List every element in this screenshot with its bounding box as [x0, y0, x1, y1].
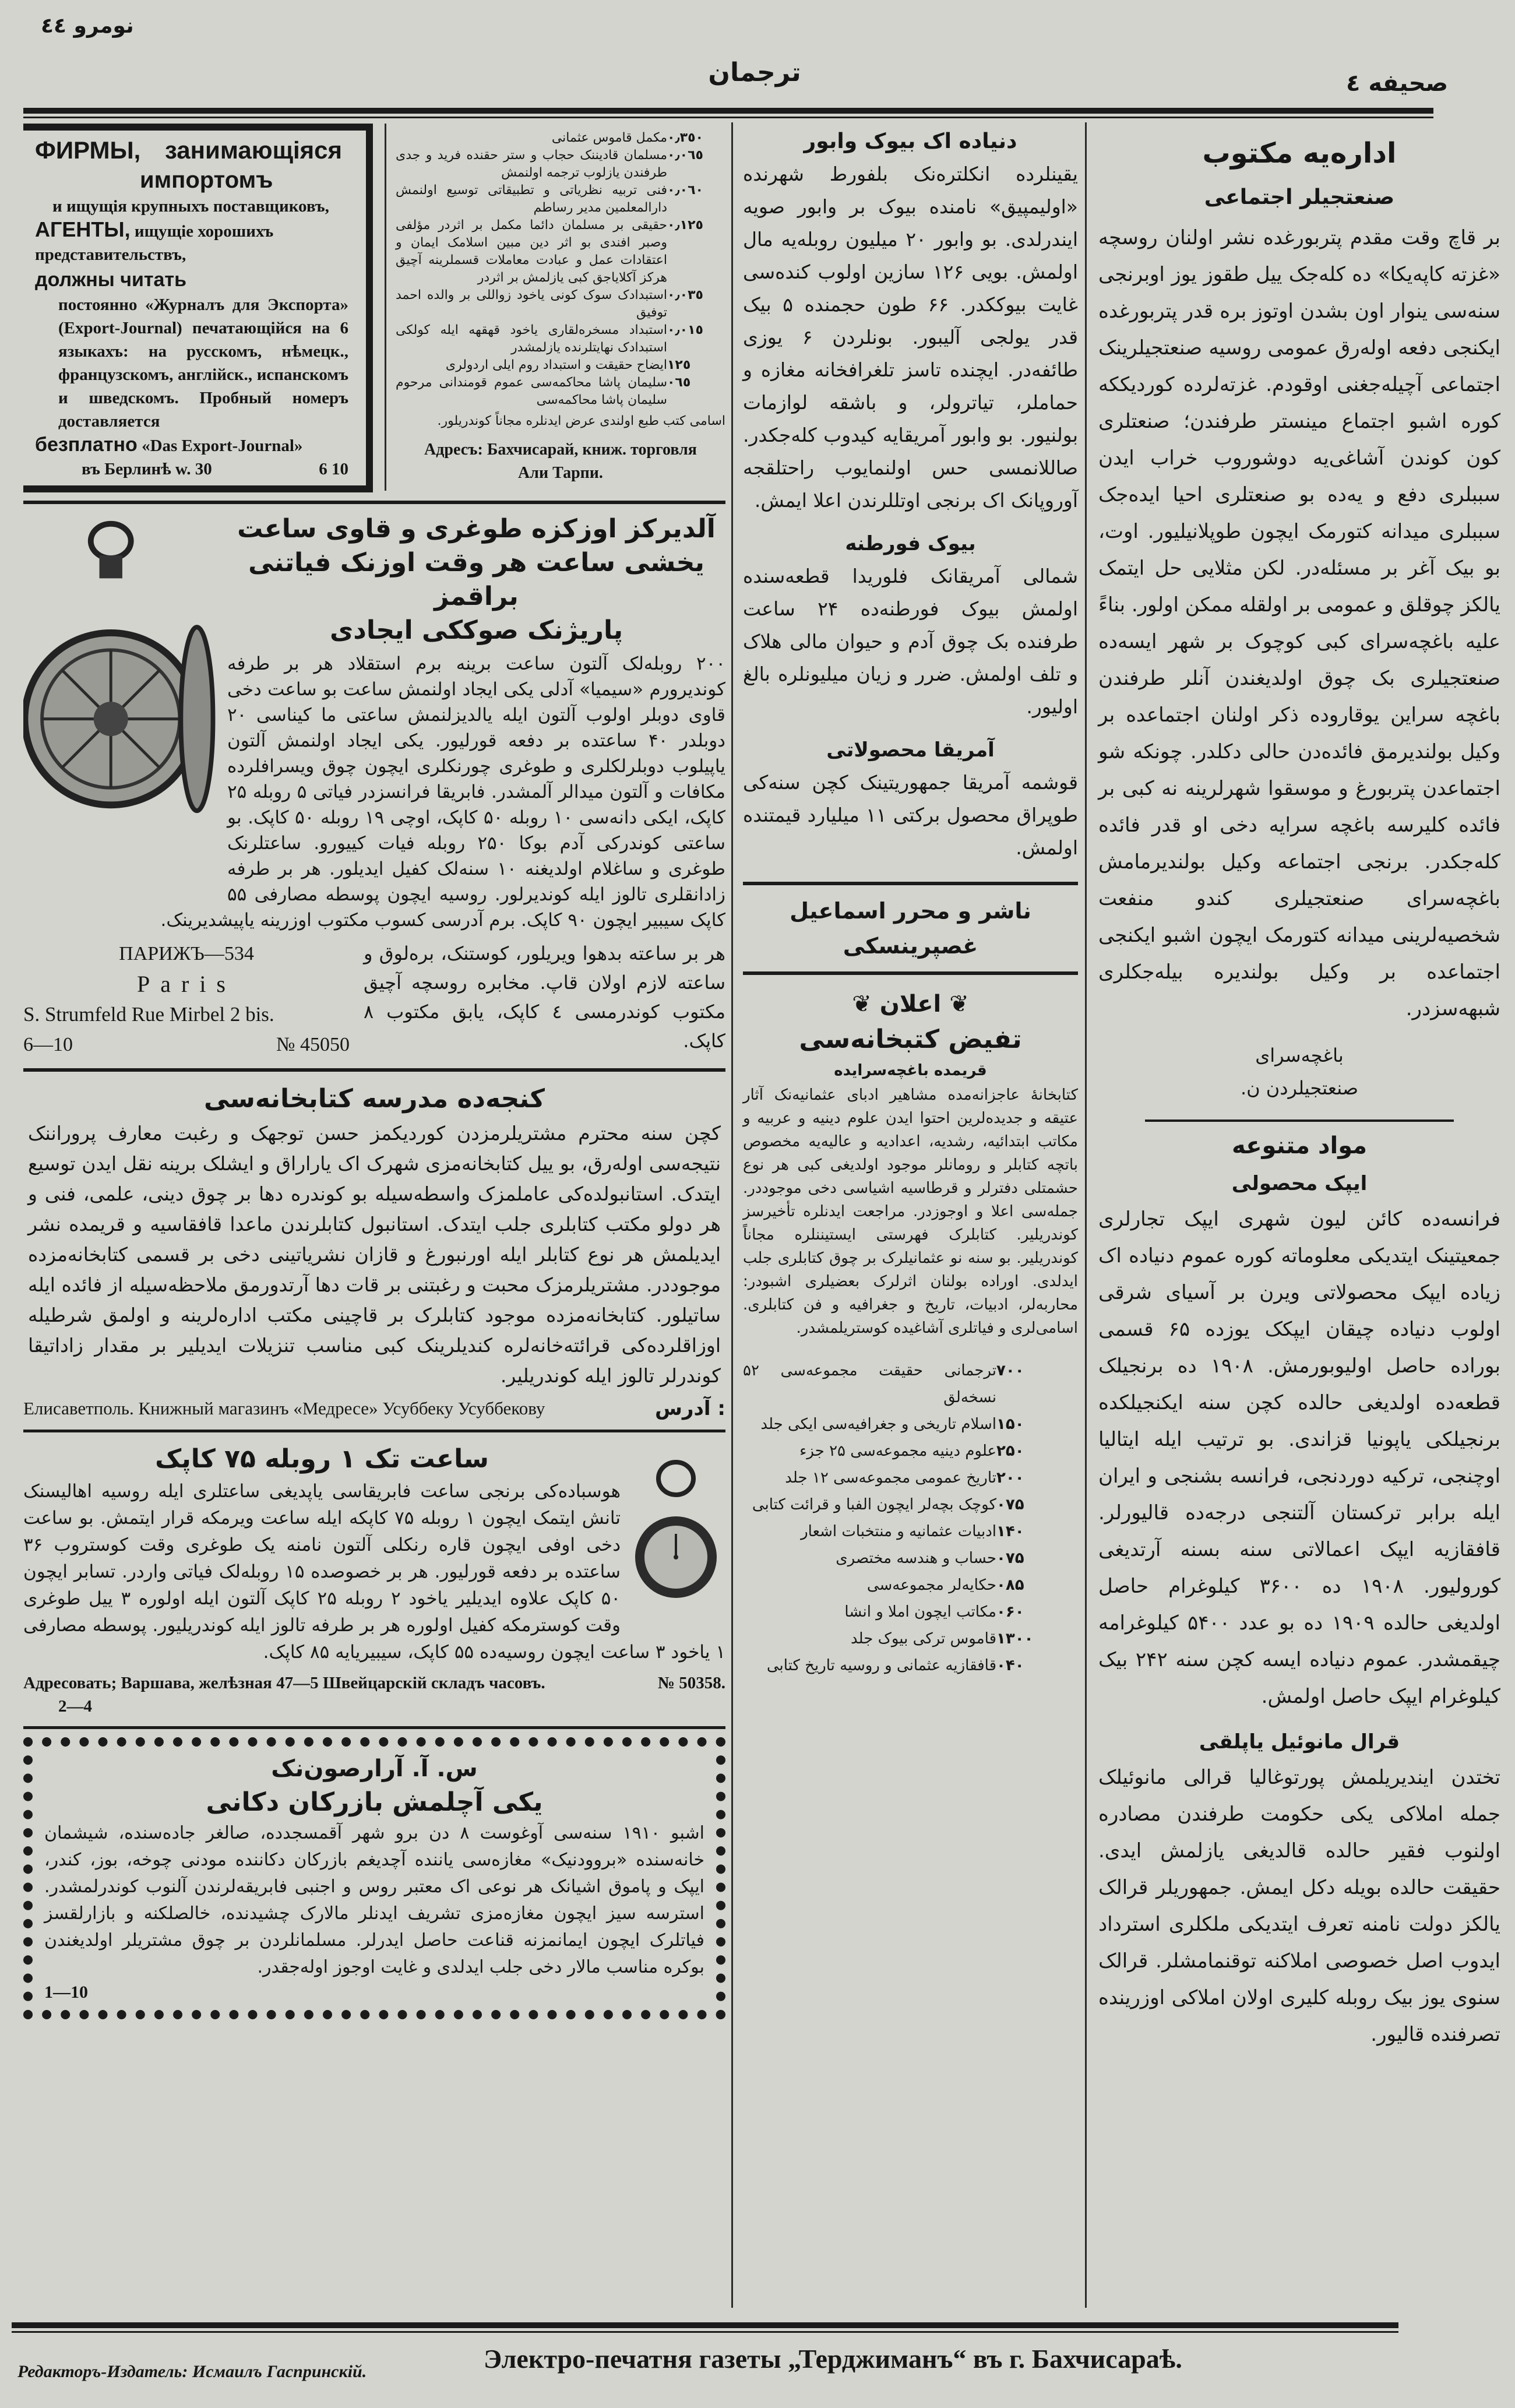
price-item-title: علوم دینیه مجموعه‌سی ۲۵ جزء [799, 1442, 996, 1460]
export-ad-journal-name: «Das Export-Journal» [142, 436, 303, 455]
price-item-price: ٠٫٣٥٠ [667, 131, 703, 145]
top-ads-row [23, 124, 725, 492]
right-column [1098, 131, 1500, 2053]
export-ad-must-read: должны читать [35, 269, 186, 291]
price-item-title: مکمل قاموس عثمانی [551, 131, 667, 145]
watch-ad-address: S. Strumfeld Rue Mirbel 2 bis. [23, 1003, 274, 1026]
article-storm-body: شمالی آمریقانک فلوریدا قطعه‌سنده اولمش بیوک فورطنه‌ده ۲۴ ساعت طرفنده بک چوق آدم و حیوان مالی هلاک و تلف اولمش. ضرر و زیان میلیونلره بالغ اولیور. [743, 565, 1078, 718]
footer-editor: Редакторъ-Издатель: Исмаилъ Гаспринскій. [17, 2362, 367, 2381]
price-item-title: اسلام تاریخی و جغرافیه‌سی ایکی جلد [760, 1416, 996, 1433]
price-item-price: ۰۶۰ [996, 1603, 1024, 1621]
section-rule [23, 501, 725, 504]
letter-signature-place: باغچه‌سرای [1255, 1044, 1344, 1066]
price-list-row [743, 1599, 1078, 1625]
misc-section-title: مواد متنوعه [1231, 1132, 1368, 1159]
watch-ad-2-code: 2—4 [58, 1697, 92, 1716]
announcement-place: قریمده باغچه‌سرایده [834, 1062, 987, 1079]
price-item-title: قافقازیه عثمانی و روسیه تاریخ کتابی [766, 1657, 996, 1674]
book-list-address: Бахчисарай, книж. торговля [487, 441, 697, 459]
bazaar-ad-code: 1—10 [44, 1983, 88, 2002]
price-item-price: ۰۷۵ [996, 1550, 1024, 1567]
letter-title: اداره‌یه مکتوب [1202, 137, 1397, 170]
pocket-watch-icon [632, 1458, 720, 1627]
price-item-price: ۰۴۰ [996, 1657, 1024, 1674]
price-item-title: حکایه‌لر مجموعه‌سی [866, 1576, 996, 1594]
export-ad-representation: ищущіе хорошихъ представительствъ, [35, 222, 274, 264]
watch-ad-city: ПАРИЖЪ—534 [119, 943, 254, 964]
price-item-price: ٠٫٠٦٠ [667, 183, 703, 198]
price-item-price: ۰۷۵ [996, 1496, 1024, 1513]
export-ad-suppliers: и ищущія крупныхъ поставщиковъ, [52, 197, 329, 216]
export-ad-berlin: въ Берлинѣ w. 30 [82, 460, 212, 478]
watch-ad-title-1: آلدیرکز اوزکزه طوغری و قاوی ساعت [237, 514, 716, 544]
export-ad-importing: занимающіяся [164, 136, 343, 164]
price-list-row [396, 182, 725, 217]
export-journal-ad [23, 124, 373, 492]
export-ad-agents: АГЕНТЫ, [35, 217, 131, 241]
price-item-title: ترجمانی حقیقت مجموعه‌سی ۵۲ نسخه‌لق [743, 1362, 996, 1406]
bazaar-ad-body: اشبو ۱۹۱۰ سنه‌سی آوغوست ۸ دن برو شهر آقمسجدده، صالغر جاده‌سنده، شیشمان خانه‌سنده «بروودنیک» مغازه‌سی یاننده آچدیغم بازرکان دکاننده مودنی چوخه، بوز، کندر، ایپک و پاموق اشیانک هر نوعی اک معتبر روس و اجنبی فابریقه‌لرندن آلنوب کوندرلمشدر. استرسه سیز ایچون مغازه‌مزی تشریف ایدنلر مالارک چشیدنده، خالصلکنه و بازارلقسز فیاتلرک ایچون ایمانمزنە قناعت حاصل ایدرلر. مسلمانلردن بر چوق مشتریلر اولدیغندن بوکره مناسب مالار دخی جلب ایدلدی و غایت اوجوز اولەجقدر. [44, 1823, 704, 1977]
header-rule-thin [23, 117, 1433, 118]
article-america-body: قوشمه آمریقا جمهوریتینک کچن سنه‌کی طوپراق محصول برکتی ۱۱ میلیارد قیمتنده اولمش. [743, 771, 1078, 859]
price-item-price: ٠٫٠٣٥ [667, 288, 703, 302]
watch-ad-warsaw [23, 1441, 725, 1718]
issue-number: نومرو ٤٤ [41, 14, 134, 38]
letter-signature: صنعتجیلردن ن. [1240, 1077, 1359, 1099]
silk-article-body: فرانسه‌ده کائن لیون شهری ایپک تجارلری جمعیتینک ایتدیکی معلوماته کوره عموم دنیاده اک زیاده ایپک محصولاتی ویرن بر آسیای شرقی اولوب دنیاده چیقان ایپکک یوزده ۶۵ قسمی بوراده حاصل اولیوبورمش. ۱۹۰۸ ده برنجیلک قطعه‌ده اولدیغی حالده کچن سنه ایکنجیلکده برنجیلکی یاپونیا قزاندی. بو ترتیب ایله ایتالیا اوچنجی، ترکیه دوردنجی، فرانسه بشنجی و ایران ایله برابر ترکستان آلتنجی درجه‌ده قالیورلر. قافقازیه ایپک اعمالاتی سنه بسنه آرتدیغی کورولیور. ۱۹۰۸ ده ۳۶۰۰ کیلوغرام حاصل اولدیغی حالده ۱۹۰۹ ده بو عدد ۵۴۰۰ کیلوغرامه چیقمشدر. عموم دنیاده ایسه کچن سنه ۲۴۲ بیک کیلوغرام ایپک حاصل اولمش. [1098, 1207, 1501, 1708]
price-list-row [743, 1572, 1078, 1599]
price-item-price: ۰۸۵ [996, 1576, 1024, 1594]
price-item-title: مسلمان قادیننک حجاب و ستر حقنده فرید و جدی طرفندن یازلوب ترجمه اولنمش [396, 148, 667, 180]
manuel-article-body: تختدن ایندیریلمش پورتوغالیا قرالی مانوئیلک جمله املاکی یکی حکومت طرفندن مصادره اولنوب فقیر حالده قالدیغی یازلمش ایدی. حقیقت حالده بویله دکل ایمش. جمهوریلر قرالک یالکز دولت نامنه تعرف ایتدیکی ملکلری استرداد ایدوب اصل خصوصی املاکنه توقنمامشلر. قرالک سنوی یوز بیک روبله کلیری اولان املاکی اوزرینده تصرفنده قالیور. [1098, 1766, 1500, 2046]
middle-column [743, 125, 1078, 1679]
price-item-title: ادبیات عثمانیه و منتخبات اشعار [801, 1523, 996, 1540]
price-list-row [396, 357, 725, 374]
section-rule [23, 1068, 725, 1072]
price-item-price: ٠٫٠١٥ [667, 323, 703, 337]
article-storm-title: بیوک فورطنه [845, 532, 976, 555]
article-america-title: آمریقا محصولاتی [826, 738, 995, 762]
price-item-price: ۱۵۰ [996, 1416, 1024, 1433]
section-rule [23, 1430, 725, 1432]
price-item-title: قاموس ترکی بیوک جلد [851, 1630, 996, 1647]
watch-ad-2-number: № 50358. [657, 1674, 725, 1692]
price-list-row [396, 147, 725, 182]
bazaar-ad-title-2: یکی آچلمش بازرکان دکانی [206, 1787, 543, 1817]
footer-press: Электро-печатня газеты „Терджиманъ“ въ г. Бахчисараѣ. [484, 2344, 1182, 2374]
library-announcement [743, 987, 1078, 1679]
medrese-ad-address-label: آدرس : [654, 1397, 725, 1420]
publisher-line: ناشر و محرر اسماعیل غصپرینسکی [790, 898, 1031, 959]
price-item-price: ١٢٥ [667, 358, 691, 372]
medrese-ad-body: کچن سنه محترم مشتریلرمزدن کوردیکمز حسن توجهک و رغبت معارف پروراننک نتیجه‌سی اولەرق، بو ییل کتابخانه‌مزی شهرک اک یاراراق و ایشلک برینه نقل ایدن توسیع ایتدک. استانبولده‌کی عاملمزک واسطه‌سیله بو کوندره دها بر چوق دینی، علمی، فنی و هر دولو مکتب کتابلری جلب ایتدک. استانبول کتابلرندن ماعدا قافقاسیه و قریمده نشر ایدیلمش هر نوع کتابلر ایله اورنبورغ و قازان نشریاتینی دخی بر قسمی کتابخانه‌مزده موجوددر. مشتریلرمزک محبت و رغبتنی بر قات دها آرتدورمق ملاحظه‌سیله از فائده ایله ساتیلور. کتابخانه‌مزده موجود کتابلرک بر قاچینی مکتب اداره‌لرینه و اولمق شرطیله اوزاقلرده‌کی قرائته‌خانه‌لره کندیلرینک کبی مناسب تنزیلات ایدیلیر بر مقدار زاداتیقا کوندرلر تالوز ایله کوندریلیر. [28, 1122, 721, 1387]
ornament-icon: ❦ [852, 991, 880, 1018]
price-list-row [743, 1438, 1078, 1464]
price-item-title: سلیمان پاشا محاکمه‌سی عموم قومندانی مرحوم سلیمان پاشا محاکمه‌سی [396, 375, 667, 407]
price-item-price: ۱۴۰ [996, 1523, 1024, 1540]
book-list-owner: Али Тарпи. [518, 464, 603, 482]
watch-ad-title-3: پاریژنک صوککی ایجادی [329, 615, 623, 645]
footer-rule [12, 2322, 1398, 2328]
export-ad-description: постоянно «Журналъ для Экспорта» (Export-Journal) печатающійся на 6 языкахъ: на русскомъ, нѣмецк., французскомъ, англійск., испанскомъ и шведскомъ. Пробный номеръ доставляется [58, 295, 348, 431]
export-ad-free: безплатно [35, 434, 138, 456]
left-column [23, 124, 725, 2019]
watch-ad-body-2: هر بر ساعته بدهوا ویریلور، کوستنک، برەلوق و ساعته لازم اولان قاپ. مخابره روسچه آچیق مکتوب کوندرمسی ٤ کاپک، یابق مکتوب ٨ کاپک. [364, 942, 726, 1052]
price-list-row [743, 1491, 1078, 1518]
watch-ad-address-block [23, 939, 350, 1060]
publisher-rule-bottom [743, 971, 1078, 975]
watch-ad-number: № 45050 [276, 1034, 350, 1055]
export-ad-firms: ФИРМЫ, [35, 136, 141, 164]
price-item-price: ۷۰۰ [996, 1362, 1024, 1379]
page-number: صحیفه ٤ [1346, 70, 1449, 97]
footer-rule-thin [12, 2331, 1398, 2333]
price-list-row [743, 1625, 1078, 1652]
price-item-title: فنی تربیه نظریاتی و تطبیقاتی توسیع اولنمش دارالمعلمین مدیر رساطم [396, 183, 667, 215]
price-item-title: استبداد مسخره‌لقاری یاخود قهقهه ایله کولکی استبدادک نهایتلرنده یازلمشدر [396, 323, 667, 355]
book-list-address-label: Адресъ: [424, 441, 483, 459]
letter-body: بر قاچ وقت مقدم پتربورغده نشر اولنان روسچه «غزته کاپه‌یکا» ده کله‌جک ییل طقوز یوز اوبرنجی سنه‌سی ینوار اون بشدن اوتوز بره قدر پتربورغده ایکنجی دفعه اولەرق عمومی روسیه صنعتجیلرینک اجتماعی آچیله‌جغنی اوقودم. غزته‌لرده کوردیککه کوره اشبو اجتماع مینستر طرفندن؛ صنعتلری کون کوندن آشاغی‌یه دوشوروب خراب ایدن سببلری دفع و یه‌ده بو صنعتلری احیا ایده‌جک سببلری میدانه کتورمک ایچون طوپلانیلیور. اوت، بو بیک آغر بر مسئله‌در. لکن مثلا‌یی حل ایتمک یالکز چوقلق و عمومی بر اولقله ممکن اولور. بناءً علیه باغچه‌سرای کبی کوچوک بر شهر ایسه‌ده صنعتجیلری بک چوق اولدیغندن آنلر طرفندن باغچه سراین یوقاروده ذکر اولنان اجتماعده بر وکیل بولندیرمق فائده‌دن حالی دکلدر. چونکه شو اجتماعدن پتربورغ و موسقوا شهرلرینه نه کبی بر فائده کلیرسه باغچه سرایه دخی او قدر فائده کله‌جکدر. برنجی اجتماعه وکیل بولندیرمامش باغچه‌سرای صنعتجیلری کندو منفعت شخصیه‌لرینی میدانه کتورمک ایچون اشبو ایکنجی اجتماعده بر وکیل بولندیره بیله‌جکلری شبهه‌سزدر. [1098, 226, 1500, 1020]
price-item-title: حقیقی بر مسلمان دائما مکمل بر اثردر مؤلفی وصبر افندی بو اثر دین مبین اسلامک ایمان و اعتقادات عمل و عبادت معاملات قسملرینه آچیق هرکز آکلایاجق کبی یازلمش بر اثردر [396, 218, 667, 285]
watch-ad-paris-label: Paris [137, 971, 236, 997]
price-item-price: ۲۵۰ [996, 1442, 1024, 1460]
price-item-title: استبدادک سوک کونی یاخود زواللی بر والده احمد توفیق [396, 288, 667, 320]
export-ad-import: импортомъ [140, 167, 273, 193]
price-list-row [743, 1652, 1078, 1679]
medrese-library-ad [23, 1080, 725, 1421]
price-list-row [743, 1357, 1078, 1411]
bazaar-ad-title-1: س. آ. آرارصون‌نک [271, 1755, 478, 1782]
header-rule [23, 108, 1433, 114]
column-divider [1085, 122, 1087, 2308]
book-list-note: اسامی کتب طبع اولندی عرض ایدنلره مجاناً کوندریلور. [437, 414, 725, 428]
manuel-article-title: قرال مانوئیل یاپلقی [1199, 1730, 1400, 1754]
price-list-row [743, 1518, 1078, 1545]
column-divider [731, 122, 733, 2308]
article-ship-title: دنیاده اک بیوک وابور [804, 129, 1017, 153]
price-item-title: حساب و هندسه مختصری [836, 1550, 996, 1567]
export-ad-code: 6 10 [319, 460, 348, 478]
watch-ad-code: 6—10 [23, 1034, 73, 1055]
article-ship-body: یقینلرده انکلتره‌نک بلفورط شهرنده «اولیمپیق» نامنده بیوک بر وابور صویه ایندرلدی. بو وابور ۲۰ میلیون روبله‌یه مال اولمش. بویی ۱۲۶ سازین اولوب کنده‌سی غایت بیوککدر. ۶۶ طون حجمنده ۵ بیک قدر یولجی آلیبور. بونلردن ۶ یوزی طائفه‌در. ایچنده تاسز تلغرافخانه مغازه و حماملر، تیاترولر، و باشقه لوازمات بولنیور. بو وابور آمریقایه کیدوب کله‌جکدر. صاللانمسی حس اولنمایوب راحتلقجه آوروپانک اک برنجی اوتللرندن اعلا ایمش. [743, 163, 1079, 512]
price-list-row [396, 129, 725, 147]
price-item-price: ٠٫١٢٥ [667, 218, 703, 233]
pocket-watch-illustration [23, 518, 216, 891]
price-list-row [396, 287, 725, 322]
watch-ad-2-title: ساعت تک ۱ روبله ۷۵ کاپک [155, 1444, 489, 1474]
publisher-rule-top [743, 882, 1078, 885]
letter-subtitle: صنعتجیلر اجتماعی [1204, 185, 1395, 209]
price-item-title: مکاتب ایچون املا و انشا [844, 1603, 996, 1621]
price-list-row [396, 374, 725, 409]
watch-ad-paris [23, 512, 725, 1060]
watch-ad-title-2: یخشی ساعت هر وقت اوزنک فیاتنی براقمز [248, 548, 704, 611]
medrese-ad-address: Елисаветполь. Книжный магазинъ «Медресе» Усуббеку Усуббекову [23, 1398, 545, 1418]
price-item-price: ٠٫٠٦٥ [667, 148, 703, 163]
price-item-price: ۱۳۰۰ [996, 1630, 1034, 1647]
price-item-title: تاریخ عمومی مجموعه‌سی ۱۲ جلد [785, 1469, 996, 1487]
price-item-price: ٠٦٥ [667, 375, 691, 390]
announcement-title: تفیض کتبخانه‌سی [799, 1025, 1022, 1054]
announcement-label: اعلان [879, 991, 942, 1018]
section-rule [23, 1726, 725, 1729]
book-price-list [385, 124, 725, 491]
medrese-ad-title: کنجه‌ده مدرسه کتابخانه‌سی [204, 1084, 545, 1114]
bazaar-ad-box [23, 1737, 725, 2019]
price-item-title: ایضاح حقیقت و استبداد روم ایلی اردولری [445, 358, 667, 372]
silk-article-title: ایپک محصولی [1231, 1172, 1368, 1195]
price-list-row [743, 1545, 1078, 1572]
price-item-title: کوچک بچه‌لر ایچون الفبا و قرائت کتابی [752, 1496, 996, 1513]
price-list-row [396, 217, 725, 287]
price-list-row [743, 1411, 1078, 1438]
price-item-price: ۲۰۰ [996, 1469, 1024, 1487]
watch-ad-2-body: هوسباده‌کی برنجی ساعت فابریقاسی یاپدیغی ساعتلری ایله روسیه اهالیسنک تانش ایتمک ایچون ۱ روبله ۷۵ کاپکه ایله ساعت ویرمکه قرار ایتمش. بو ساعت دخی اوفی ایچون قاره رنکلی آلتون نامنه یک طوغری وقت کوستروب ۳۶ ساعتده بر دفعه قورلیور. هر بر خصوصده ۱۵ روبله‌لک فیاتی واردر. تسابر ایچون ۵۰ کاپک علاوه ایدیلیر یاخود ۲ روبله ۲۵ کاپک آلتون ایله اولورە ۳ ییل طوغری وقت کوسترمکه کفیل اولورە هر بر طرفه تالوز ایله کوندریلیور. پوسطه مصارفی ۱ یاخود ۳ ساعت ایچون روسیه‌ده ۵۵ کاپک، سیبیریایه ۸۵ کاپک. [23, 1481, 725, 1663]
section-rule [1145, 1119, 1454, 1122]
price-list-row [743, 1464, 1078, 1491]
watch-ad-body: ۲۰۰ روبله‌لک آلتون ساعت برینه برم استقلاد هر بر طرفه کوندیرورم «سیمیا» آدلی یکی ایجاد اولنمش ساعت بو ساعت دخی قاوی دوبلر اولوب آلتون ایله یالدیزلنمش ساعتی ما کیناسی ۲۰ دوبلدر ۴۰ ساعتده بر دفعه قورلیور. یکی ایجاد اولنمش آلتون یاپیلوب دوبلرلکلری و طوغری چورنکلری ایچون چوق ویسرافلرده مکافات و آلتون میدالر آلمشدر. فابریقا فرانسزدر فیاتی ۵ روبله ۲۵ کاپک، ایکی دانه‌سی ۱۰ روبله ۵۰ کاپک، اوچی ۱۹ روبله ۵۰ کاپک. بو ساعتی کوندرکی آدم بوکا ۲۵۰ روبله فیات کییورو. ساعتلرنک طوغری و ساغلام اولدیغنه ۱۰ سنه‌لک کفیل ایدیلور. هر بر طرفه زادانقلری تالوز ایله کوندیرلور. روسیه ایچون پوسطه مصارفی ۵۵ کاپک سیبیر ایچون ۹۰ کاپک. برم آدرسی کسوب مکتوب اوزرینه یاپیشدیرینک. [160, 653, 725, 931]
ornament-icon: ❦ [941, 991, 969, 1018]
price-list-row [396, 322, 725, 357]
masthead-title: ترجمان [708, 58, 801, 87]
announcement-body: کتابخانۀ عاجزانه‌مده مشاهیر ادبای عثمانیه‌نک آثار عتیقه و جدیده‌لرین احتوا ایدن علوم دینیه و عربیه و مکاتب ابتدائیه، رشدیه، اعدادیه و عالیه‌یه مخصوص باتچه کتابلر و رومانلر موجود اولدیغی کبی هر نوع حشمتلی دفترلر و قرطاسیه اشیاسی دخی موجوددر. جمله‌سی اعلا و اوجوزدر. مراجعت ایدنلره تأخیرسز کوندریلیر. کتابلرک فهرستی ایستیننلره مجاناً کوندریلیر. بو سنه نو عثمانیلرک بر چوق کتابلری جلب ایدلدی. اوراده بولنان اثرلرک بعضیلری اشبودر: محاربه‌لر، ادبیات، تاریخ و جغرافیه و فن کتابلری. اسامی‌لری و فیاتلری آشاغیده کوستریلمشدر. [743, 1086, 1078, 1337]
watch-ad-2-address: Адресовать; Варшава, желѣзная 47—5 Швейцарскій складъ часовъ. [23, 1674, 545, 1692]
